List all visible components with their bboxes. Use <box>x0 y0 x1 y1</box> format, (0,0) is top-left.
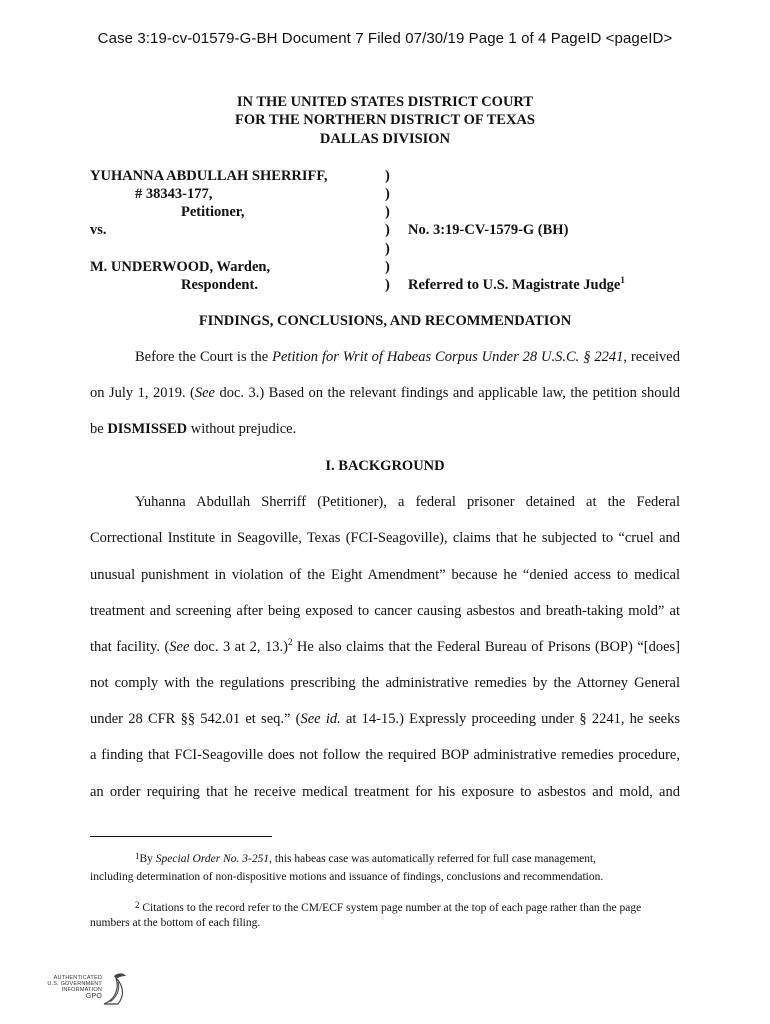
case-number: No. 3:19-CV-1579-G (BH) <box>408 222 569 238</box>
intro-text: be <box>90 421 108 437</box>
background-line-9: an order requiring that he receive medical treatment for his exposure to asbestos and mold, and <box>90 784 680 800</box>
intro-text: Before the Court is the <box>135 349 273 365</box>
background-line-7 <box>90 711 680 728</box>
signal-see: See <box>194 385 215 401</box>
intro-line-3 <box>90 421 680 438</box>
footnote-2-number: 2 <box>135 900 140 910</box>
logo-line: GPO <box>85 992 102 1000</box>
petition-title: Petition for Writ of Habeas Corpus Under 28 U.S.C. § 2241 <box>272 349 624 365</box>
body-text: He also claims that the Federal Bureau of Prisons (BOP) “[does] <box>292 639 681 655</box>
intro-line-1 <box>135 349 680 366</box>
section-heading: I. BACKGROUND <box>325 458 445 474</box>
special-order: Special Order No. 3-251 <box>155 853 270 865</box>
petitioner-name: YUHANNA ABDULLAH SHERRIFF, <box>90 168 328 184</box>
logo-line: AUTHENTICATED <box>53 975 102 981</box>
gpo-authentication-logo <box>40 970 130 1010</box>
footnote-divider <box>90 836 272 837</box>
footnote-ref-2: 2 <box>287 637 293 647</box>
respondent-role: Respondent. <box>181 277 258 293</box>
referral-text: Referred to U.S. Magistrate Judge <box>408 277 621 293</box>
background-line-6: not comply with the regulations prescribing the administrative remedies by the Attorney General <box>90 675 680 691</box>
court-name: IN THE UNITED STATES DISTRICT COURT <box>236 94 534 110</box>
case-header: Case 3:19-cv-01579-G-BH Document 7 Filed 07/30/19 Page 1 of 4 PageID <pageID> <box>97 30 673 47</box>
background-line-8: a finding that FCI-Seagoville does not follow the required BOP administrative remedies procedure, <box>90 747 680 763</box>
footnote-text: By <box>139 853 156 865</box>
footnote-ref-1: 1 <box>620 275 625 285</box>
footnote-1-number: 1 <box>135 851 140 861</box>
intro-text: , received <box>623 349 680 365</box>
caption-paren: ) <box>385 168 390 184</box>
body-text: that facility. ( <box>90 639 170 655</box>
document-title: FINDINGS, CONCLUSIONS, AND RECOMMENDATION <box>198 313 572 329</box>
petitioner-role: Petitioner, <box>181 204 245 220</box>
signal-see: See <box>169 639 190 655</box>
background-line-4: treatment and screening after being exposed to cancer causing asbestos and breath-taking mold” at <box>90 603 680 619</box>
body-text: doc. 3 at 2, 13.) <box>189 639 288 655</box>
footnote-1-line-1 <box>135 853 682 865</box>
background-line-2: Correctional Institute in Seagoville, Texas (FCI-Seagoville), claims that he subjected to “cruel and <box>90 530 680 546</box>
intro-line-2 <box>90 385 680 402</box>
caption-paren: ) <box>385 222 390 238</box>
intro-text: doc. 3.) Based on the relevant findings and applicable law, the petition should <box>215 385 681 401</box>
petitioner-id: # 38343-177, <box>135 186 213 202</box>
caption-paren: ) <box>385 277 390 293</box>
footnote-text: , this habeas case was automatically referred for full case management, <box>269 853 597 865</box>
caption-paren: ) <box>385 204 390 220</box>
footnote-1-line-2: including determination of non-dispositive motions and issuance of findings, conclusions and recommendation. <box>90 871 604 883</box>
eagle-icon <box>100 970 130 1010</box>
footnote-2-line-2: numbers at the bottom of each filing. <box>90 917 261 929</box>
referral-note <box>408 277 625 294</box>
footnote-2-line-1 <box>135 902 682 914</box>
intro-text: on July 1, 2019. ( <box>90 385 195 401</box>
dismissed-emphasis: DISMISSED <box>107 421 188 437</box>
caption-paren: ) <box>385 186 390 202</box>
body-text: under 28 CFR §§ 542.01 et seq.” ( <box>90 711 301 727</box>
caption-paren: ) <box>385 241 390 257</box>
background-line-1: Yuhanna Abdullah Sherriff (Petitioner), a federal prisoner detained at the Federal <box>135 494 680 510</box>
body-text: at 14-15.) Expressly proceeding under § 2241, he seeks <box>340 711 680 727</box>
intro-text: without prejudice. <box>187 421 297 437</box>
logo-line: INFORMATION <box>61 987 102 994</box>
court-district: FOR THE NORTHERN DISTRICT OF TEXAS <box>235 112 535 128</box>
footnote-text: Citations to the record refer to the CM/ECF system page number at the top of each page rather than the page <box>139 902 642 914</box>
respondent-name: M. UNDERWOOD, Warden, <box>90 259 271 275</box>
logo-line: U.S. GOVERNMENT <box>47 981 102 988</box>
background-line-3: unusual punishment in violation of the Eight Amendment” because he “denied access to medical <box>90 567 680 583</box>
signal-see-id: See id. <box>300 711 341 727</box>
caption-paren: ) <box>385 259 390 275</box>
court-division: DALLAS DIVISION <box>319 131 451 147</box>
background-line-5 <box>90 639 680 656</box>
versus: vs. <box>90 222 107 238</box>
